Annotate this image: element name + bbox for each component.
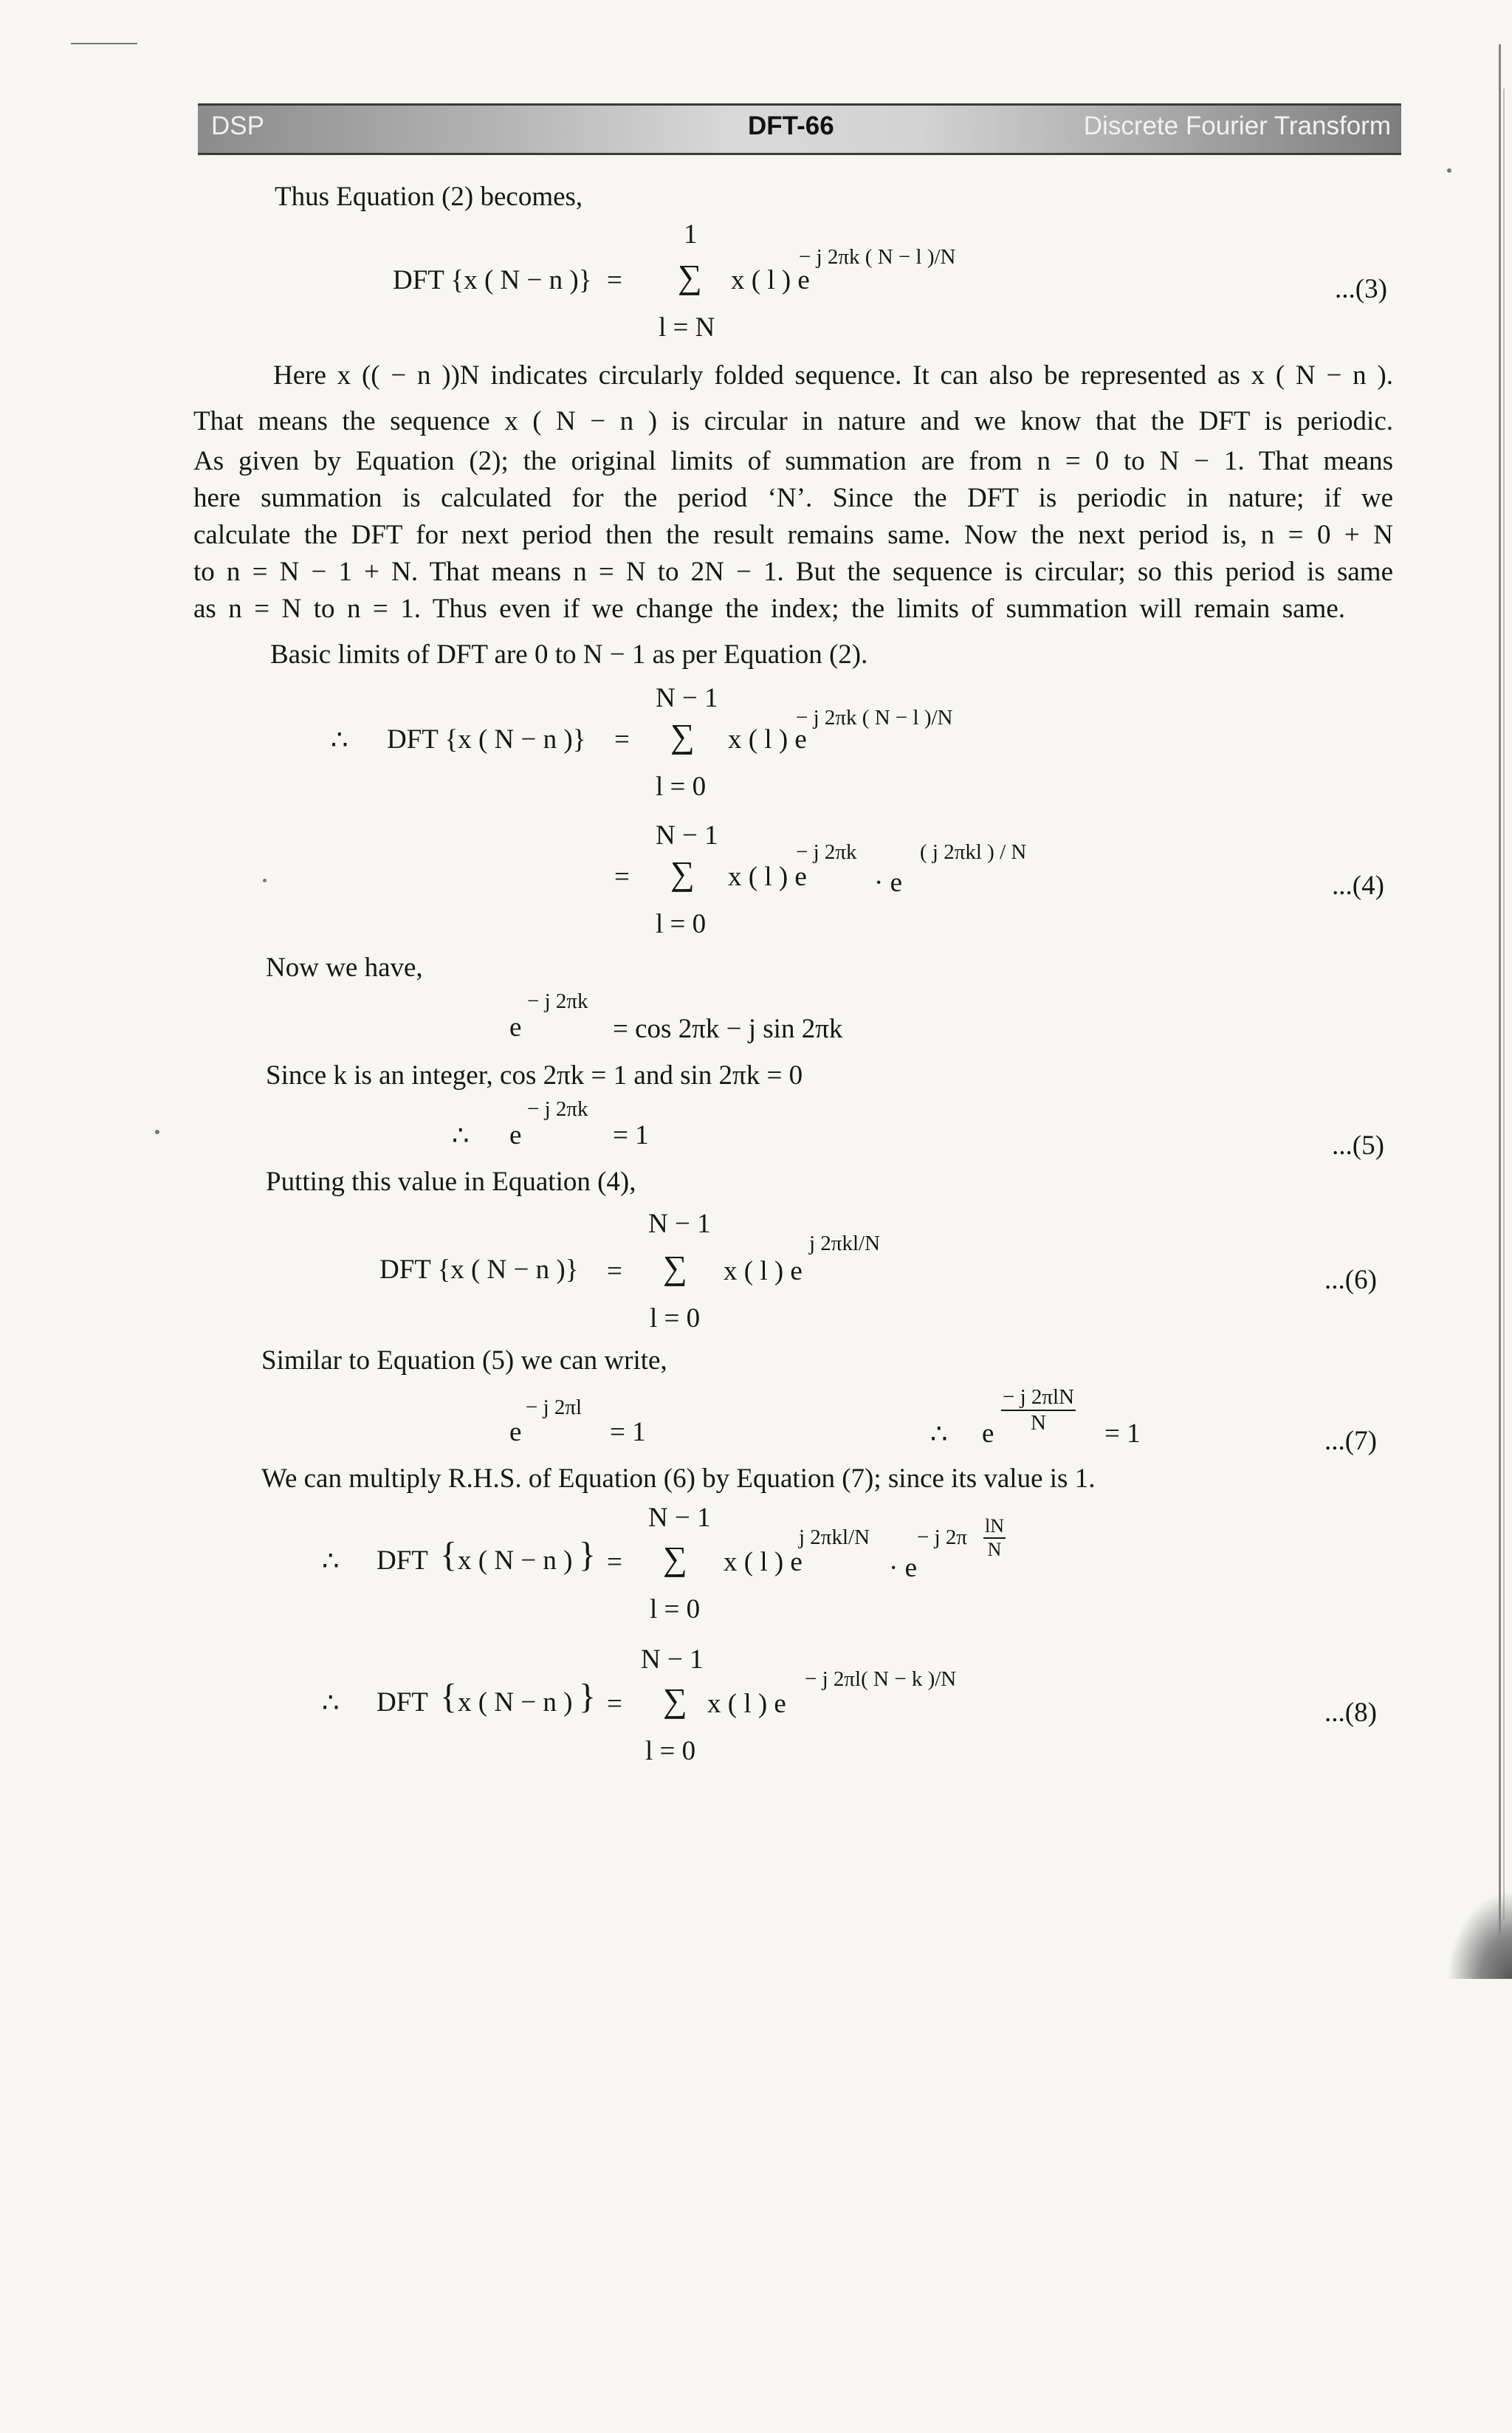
eq6-equals: = <box>607 1256 622 1286</box>
eq6-term: x ( l ) e <box>724 1256 803 1286</box>
scan-speck <box>155 1130 159 1134</box>
scan-shadow <box>1447 1890 1512 1979</box>
multiply-text: We can multiply R.H.S. of Equation (6) by Equation (7); since its value is 1. <box>261 1463 1096 1494</box>
eqB-exponent-2-prefix: − j 2π <box>917 1526 968 1549</box>
paragraph-line-3: As given by Equation (2); the original limits of summation are from n = 0 to N − 1. That means <box>193 446 1393 476</box>
paragraph-line-4: here summation is calculated for the period ‘N’. Since the DFT is periodic in nature; if we <box>193 483 1393 513</box>
eqA-therefore: ∴ <box>331 725 348 755</box>
euler-base: e <box>509 1012 522 1043</box>
eq3-lower-limit: l = N <box>659 312 715 343</box>
header-chapter-title: Discrete Fourier Transform <box>1083 111 1391 140</box>
eq3-equals: = <box>607 265 622 295</box>
eq8-sigma: ∑ <box>663 1681 687 1719</box>
eq3-term: x ( l ) e <box>731 265 810 295</box>
eq6-lhs: DFT {x ( N − n )} <box>379 1255 579 1285</box>
scan-speck <box>1447 168 1451 173</box>
eq6-sigma: ∑ <box>663 1249 687 1286</box>
eq4-exponent-1: − j 2πk <box>796 840 857 864</box>
intro-text: Thus Equation (2) becomes, <box>275 182 583 212</box>
eq8-left-brace: { <box>440 1677 458 1716</box>
paragraph-line-7: as n = N to n = 1. Thus even if we change the index; the limits of summation will remain same. <box>193 594 1345 624</box>
eq8-tag: ...(8) <box>1324 1698 1377 1728</box>
eq7-exponent-fraction <box>1001 1385 1076 1435</box>
eq7-therefore: ∴ <box>930 1419 948 1449</box>
since-k-text: Since k is an integer, cos 2πk = 1 and sin 2πk = 0 <box>266 1060 803 1091</box>
eq3-tag: ...(3) <box>1335 274 1387 304</box>
basic-limits-text: Basic limits of DFT are 0 to N − 1 as per Equation (2). <box>270 639 868 670</box>
header-subject: DSP <box>211 111 264 140</box>
eq8-therefore: ∴ <box>322 1688 340 1718</box>
header-page-number: DFT-66 <box>748 111 834 140</box>
eq7-fraction-denominator: N <box>1031 1411 1046 1435</box>
eq8-exponent: − j 2πl( N − k )/N <box>805 1667 957 1691</box>
eqA-sigma: ∑ <box>670 717 695 755</box>
eqB-fraction-denominator: N <box>987 1539 1002 1560</box>
eqA-lhs: DFT {x ( N − n )} <box>387 724 586 755</box>
eq3-lhs: DFT {x ( N − n )} <box>393 265 592 295</box>
eq7-rhs-2: = 1 <box>1104 1418 1141 1449</box>
eqB-sigma: ∑ <box>663 1540 687 1577</box>
now-we-have-text: Now we have, <box>266 953 423 983</box>
eq4-lower-limit: l = 0 <box>656 909 707 939</box>
eq7-base-2: e <box>982 1418 994 1449</box>
eqB-right-brace: } <box>579 1535 597 1574</box>
scan-edge-line-inner <box>1503 89 1505 1920</box>
eqB-upper-limit: N − 1 <box>648 1503 711 1533</box>
eq8-lhs-dft: DFT <box>377 1687 428 1717</box>
eq8-upper-limit: N − 1 <box>641 1644 704 1675</box>
eq6-lower-limit: l = 0 <box>650 1303 701 1334</box>
eq6-upper-limit: N − 1 <box>648 1209 711 1239</box>
eqB-term: x ( l ) e <box>724 1547 803 1577</box>
euler-exponent: − j 2πk <box>527 989 588 1013</box>
eq8-lower-limit: l = 0 <box>645 1736 696 1766</box>
eqB-lhs-dft: DFT <box>377 1545 428 1576</box>
eqA-lower-limit: l = 0 <box>656 772 707 802</box>
eq5-tag: ...(5) <box>1332 1130 1384 1161</box>
eq8-lhs-argument: x ( N − n ) <box>458 1687 573 1717</box>
eqB-fraction-numerator: lN <box>983 1515 1006 1539</box>
eq4-exponent-2: ( j 2πkl ) / N <box>920 840 1027 864</box>
eq5-therefore: ∴ <box>452 1121 470 1151</box>
eqB-exponent-fraction <box>983 1515 1006 1561</box>
eqA-term: x ( l ) e <box>728 724 807 755</box>
eq5-base: e <box>509 1120 522 1150</box>
paragraph-line-5: calculate the DFT for next period then the result remains same. Now the next period is, n = 0 + N <box>193 520 1393 550</box>
eqB-lower-limit: l = 0 <box>650 1594 701 1624</box>
eq7-base: e <box>509 1417 522 1447</box>
eqB-exponent-1: j 2πkl/N <box>799 1526 870 1549</box>
eqB-lhs-argument: x ( N − n ) <box>458 1545 573 1576</box>
paragraph-line-1: Here x (( − n ))N indicates circularly folded sequence. It can also be represented as x ( N − n ). <box>273 360 1393 391</box>
eqA-equals: = <box>614 724 630 755</box>
eqB-dot-e: · e <box>889 1553 917 1583</box>
eq4-equals: = <box>614 862 630 892</box>
page-header <box>198 103 1401 155</box>
eq6-exponent: j 2πkl/N <box>809 1232 881 1255</box>
eqB-left-brace: { <box>440 1535 458 1574</box>
eq7-rhs: = 1 <box>610 1417 646 1447</box>
paragraph-line-6: to n = N − 1 + N. That means n = N to 2N − 1. But the sequence is circular; so this period is same <box>193 557 1393 587</box>
scan-mark <box>71 43 137 44</box>
paragraph-line-2: That means the sequence x ( N − n ) is circular in nature and we know that the DFT is periodic. <box>193 406 1393 436</box>
putting-text: Putting this value in Equation (4), <box>266 1167 636 1197</box>
eq4-upper-limit: N − 1 <box>656 820 718 851</box>
eqB-equals: = <box>607 1547 622 1577</box>
eqA-upper-limit: N − 1 <box>656 683 718 713</box>
eq4-tag: ...(4) <box>1332 871 1384 901</box>
similar-text: Similar to Equation (5) we can write, <box>261 1345 667 1376</box>
eqB-therefore: ∴ <box>322 1546 340 1576</box>
scan-speck <box>263 879 267 882</box>
eq4-dot-e: · e <box>874 868 902 898</box>
eq5-exponent: − j 2πk <box>527 1097 588 1121</box>
eq3-upper-limit: 1 <box>684 219 698 250</box>
eq8-equals: = <box>607 1689 622 1719</box>
eq8-right-brace: } <box>579 1677 597 1716</box>
scan-edge-line <box>1499 44 1501 1935</box>
eq7-tag: ...(7) <box>1324 1426 1377 1456</box>
euler-rhs: = cos 2πk − j sin 2πk <box>613 1014 843 1044</box>
eq3-exponent: − j 2πk ( N − l )/N <box>799 245 956 269</box>
eq7-fraction-numerator: − j 2πlN <box>1001 1385 1076 1411</box>
eqA-exponent: − j 2πk ( N − l )/N <box>796 706 953 730</box>
eq3-sigma: ∑ <box>678 258 702 295</box>
eq6-tag: ...(6) <box>1324 1265 1377 1295</box>
eq5-rhs: = 1 <box>613 1120 649 1150</box>
eq4-term: x ( l ) e <box>728 862 807 892</box>
eq7-exponent: − j 2πl <box>526 1396 583 1419</box>
eq8-term: x ( l ) e <box>707 1689 786 1719</box>
eq4-sigma: ∑ <box>670 854 695 892</box>
